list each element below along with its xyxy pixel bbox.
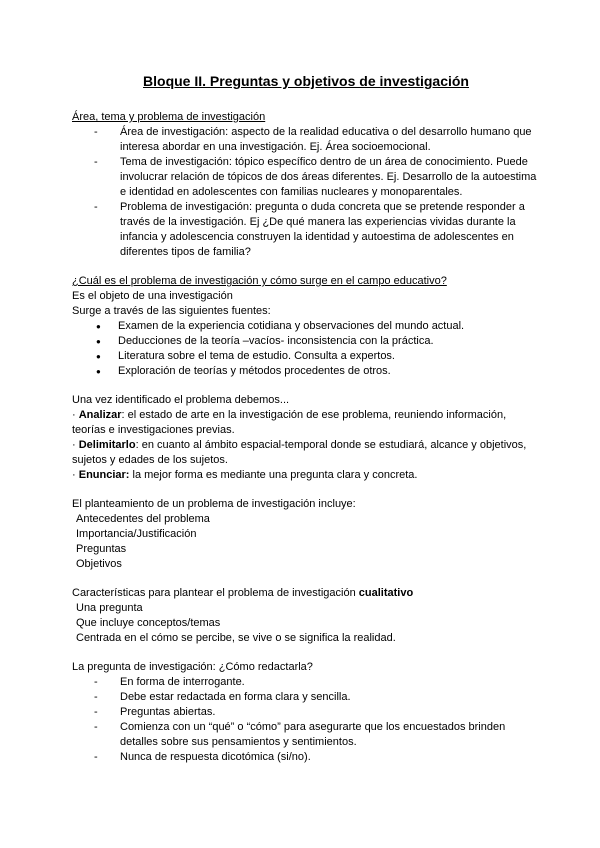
list-item: - Nunca de respuesta dicotómica (si/no). [72, 750, 540, 765]
step-analizar [72, 408, 540, 438]
paragraph: Es el objeto de una investigación [72, 290, 233, 302]
section-heading: Área, tema y problema de investigación [72, 111, 266, 123]
list-item: ● Examen de la experiencia cotidiana y observaciones del mundo actual. [72, 319, 540, 334]
paragraph [72, 586, 540, 601]
list-item: - Debe estar redactada en forma clara y sencilla. [72, 690, 540, 705]
list-item: ● Deducciones de la teoría –vacíos- inconsistencia con la práctica. [72, 334, 540, 349]
step-text: : en cuanto al ámbito espacial-temporal donde se estudiará, alcance y objetivos, sujetos y edades de los sujetos. [72, 439, 527, 466]
step-enunciar [72, 468, 540, 483]
list-item: Importancia/Justificación [76, 528, 197, 540]
section-problema-origen [72, 274, 540, 379]
list-item: Objetivos [76, 558, 122, 570]
section-redaccion [72, 660, 540, 765]
list-item: - Problema de investigación: pregunta o duda concreta que se pretende responder a través de la investigación. Ej ¿De qué manera las experiencias vividas durante la infancia y adolescencia construyen la identidad y autoestima de adolescentes en diferentes tipos de familia? [72, 200, 540, 260]
list-item: - Área de investigación: aspecto de la realidad educativa o del desarrollo humano que interesa abordar en una investigación. Ej. Área socioemocional. [72, 125, 540, 155]
step-text: la mejor forma es mediante una pregunta clara y concreta. [129, 469, 418, 481]
step-label: Delimitarlo [78, 439, 136, 451]
bullet-dot: · [72, 439, 79, 451]
section-pasos [72, 393, 540, 483]
list-item: Centrada en el cómo se percibe, se vive o se significa la realidad. [76, 632, 396, 644]
page-title: Bloque II. Preguntas y objetivos de investigación [143, 73, 469, 89]
intro-text: Características para plantear el problema de investigación [72, 587, 359, 599]
section-planteamiento [72, 497, 540, 572]
list-item: - Preguntas abiertas. [72, 705, 540, 720]
paragraph: Surge a través de las siguientes fuentes: [72, 305, 271, 317]
list-item: Que incluye conceptos/temas [76, 617, 221, 629]
step-label: Enunciar: [78, 469, 130, 481]
dash-list [72, 125, 540, 260]
bullet-dot: · [72, 409, 79, 421]
step-delimitarlo [72, 438, 540, 468]
list-item: - En forma de interrogante. [72, 675, 540, 690]
bullet-list [72, 319, 540, 379]
list-item: ● Literatura sobre el tema de estudio. Consulta a expertos. [72, 349, 540, 364]
intro-bold: cualitativo [358, 587, 414, 599]
paragraph: La pregunta de investigación: ¿Cómo redactarla? [72, 661, 313, 673]
section-heading: ¿Cuál es el problema de investigación y cómo surge en el campo educativo? [72, 275, 447, 287]
paragraph: Una vez identificado el problema debemos... [72, 394, 290, 406]
section-area-tema-problema [72, 110, 540, 260]
paragraph: El planteamiento de un problema de investigación incluye: [72, 498, 356, 510]
list-item: ● Exploración de teorías y métodos procedentes de otros. [72, 364, 540, 379]
list-item: - Comienza con un “qué” o “cómo” para asegurarte que los encuestados brinden detalles sobre sus pensamientos y sentimientos. [72, 720, 540, 750]
list-item: Antecedentes del problema [76, 513, 210, 525]
list-item: - Tema de investigación: tópico específico dentro de un área de conocimiento. Puede involucrar relación de tópicos de dos áreas diferentes. Ej. Desarrollo de la autoestima e identidad en adolescentes con familias nucleares y monoparentales. [72, 155, 540, 200]
list-item: Preguntas [76, 543, 127, 555]
step-text: : el estado de arte en la investigación de ese problema, reuniendo información, teorías e investigaciones previas. [72, 409, 507, 436]
bullet-dot: · [72, 469, 79, 481]
section-cualitativo [72, 586, 540, 646]
step-label: Analizar [78, 409, 122, 421]
list-item: Una pregunta [76, 602, 143, 614]
dash-list [72, 675, 540, 765]
